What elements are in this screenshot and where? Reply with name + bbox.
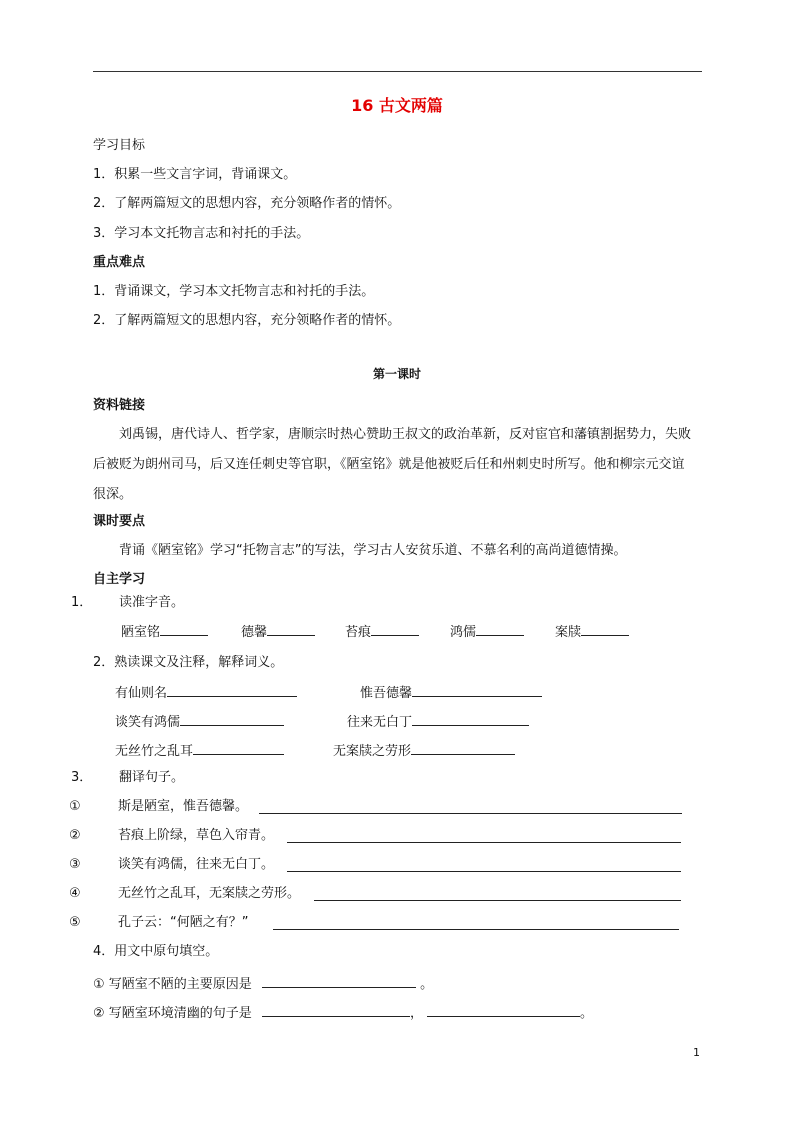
q4-label: 4．用文中原句填空。 (93, 944, 219, 959)
q1-blank[interactable] (371, 622, 419, 636)
key-point-item: 2．了解两篇短文的思想内容，充分领略作者的情怀。 (93, 313, 401, 328)
q4-blank[interactable] (262, 1003, 410, 1017)
q4-blank[interactable] (262, 974, 416, 988)
q2-word: 谈笑有鸿儒 (115, 715, 181, 730)
q2-word: 惟吾德馨 (360, 686, 413, 701)
q1-blank[interactable] (160, 622, 208, 636)
q4-prompt: ② 写陋室环境清幽的句子是 (93, 1006, 252, 1021)
q2-blank[interactable] (411, 741, 515, 755)
q4-prompt: ① 写陋室不陋的主要原因是 (93, 977, 252, 992)
q1-word: 案牍 (555, 625, 582, 640)
q3-mark: ③ (69, 857, 81, 872)
q4-mid: ， (409, 1006, 423, 1021)
q3-sentence: 孔子云：“何陋之有？” (118, 915, 249, 930)
q2-word: 有仙则名 (115, 686, 168, 701)
q1-number: 1． (71, 595, 93, 610)
q4-end: 。 (579, 1006, 593, 1021)
q3-answer-line[interactable] (259, 800, 682, 814)
q1-blank[interactable] (476, 622, 524, 636)
goal-item: 1．积累一些文言字词，背诵课文。 (93, 167, 297, 182)
q3-number: 3． (71, 770, 93, 785)
goals-heading: 学习目标 (93, 138, 146, 153)
q3-mark: ④ (69, 886, 81, 901)
q3-sentence: 斯是陋室，惟吾德馨。 (118, 799, 249, 814)
self-study-heading: 自主学习 (93, 572, 146, 587)
q1-label: 读准字音。 (119, 595, 185, 610)
key-points-heading: 重点难点 (93, 255, 146, 270)
q1-item (345, 622, 419, 641)
q3-answer-line[interactable] (314, 887, 681, 901)
q2-item (347, 712, 529, 731)
q2-item (115, 741, 284, 760)
resource-heading: 资料链接 (93, 398, 146, 413)
q1-word: 鸿儒 (450, 625, 477, 640)
page-title: 16 古文两篇 (351, 96, 443, 115)
page-number: 1 (693, 1046, 700, 1059)
q1-item (450, 622, 524, 641)
resource-text: 刘禹锡，唐代诗人、哲学家，唐顺宗时热心赞助王叔文的政治革新，反对宦官和藩镇割据势力，失败后被贬为朗州司马，后又连任刺史等官职，《陋室铭》就是他被贬后任和州刺史时所写。他和柳宗元交谊很深。 (93, 427, 692, 502)
q2-blank[interactable] (180, 712, 284, 726)
header-rule (93, 71, 702, 72)
q3-answer-line[interactable] (273, 916, 679, 930)
q3-mark: ⑤ (69, 915, 81, 930)
q1-blank[interactable] (267, 622, 315, 636)
q3-answer-line[interactable] (287, 858, 681, 872)
q2-blank[interactable] (412, 712, 529, 726)
q2-item (115, 712, 284, 731)
q2-label: 2．熟读课文及注释，解释词义。 (93, 655, 284, 670)
q4-blank[interactable] (427, 1003, 580, 1017)
q4-end: 。 (420, 977, 434, 992)
q1-word: 苔痕 (345, 625, 372, 640)
goal-item: 3．学习本文托物言志和衬托的手法。 (93, 226, 310, 241)
q3-answer-line[interactable] (287, 829, 681, 843)
goal-item: 2．了解两篇短文的思想内容，充分领略作者的情怀。 (93, 196, 401, 211)
q2-item (333, 741, 515, 760)
q2-blank[interactable] (412, 683, 542, 697)
q3-mark: ② (69, 828, 81, 843)
q1-item (121, 622, 208, 641)
q2-item (115, 683, 297, 702)
q2-word: 往来无白丁 (347, 715, 413, 730)
q2-item (360, 683, 542, 702)
q4-item (93, 1003, 593, 1022)
q3-mark: ① (69, 799, 81, 814)
q2-blank[interactable] (193, 741, 284, 755)
q3-sentence: 无丝竹之乱耳，无案牍之劳形。 (118, 886, 301, 901)
q1-word: 德馨 (241, 625, 268, 640)
lesson-points-text: 背诵《陋室铭》学习“托物言志”的写法，学习古人安贫乐道、不慕名利的高尚道德情操。 (119, 543, 627, 558)
q1-item (555, 622, 629, 641)
q1-blank[interactable] (581, 622, 629, 636)
key-point-item: 1．背诵课文，学习本文托物言志和衬托的手法。 (93, 284, 375, 299)
q3-sentence: 苔痕上阶绿，草色入帘青。 (118, 828, 275, 843)
q3-label: 翻译句子。 (119, 770, 185, 785)
q3-sentence: 谈笑有鸿儒，往来无白丁。 (118, 857, 275, 872)
q4-item (93, 974, 433, 993)
q1-word: 陋室铭 (121, 625, 161, 640)
lesson-points-heading: 课时要点 (93, 514, 146, 529)
q2-word: 无丝竹之乱耳 (115, 744, 194, 759)
lesson-title: 第一课时 (372, 367, 421, 381)
q1-item (241, 622, 315, 641)
q2-word: 无案牍之劳形 (333, 744, 412, 759)
q2-blank[interactable] (167, 683, 297, 697)
